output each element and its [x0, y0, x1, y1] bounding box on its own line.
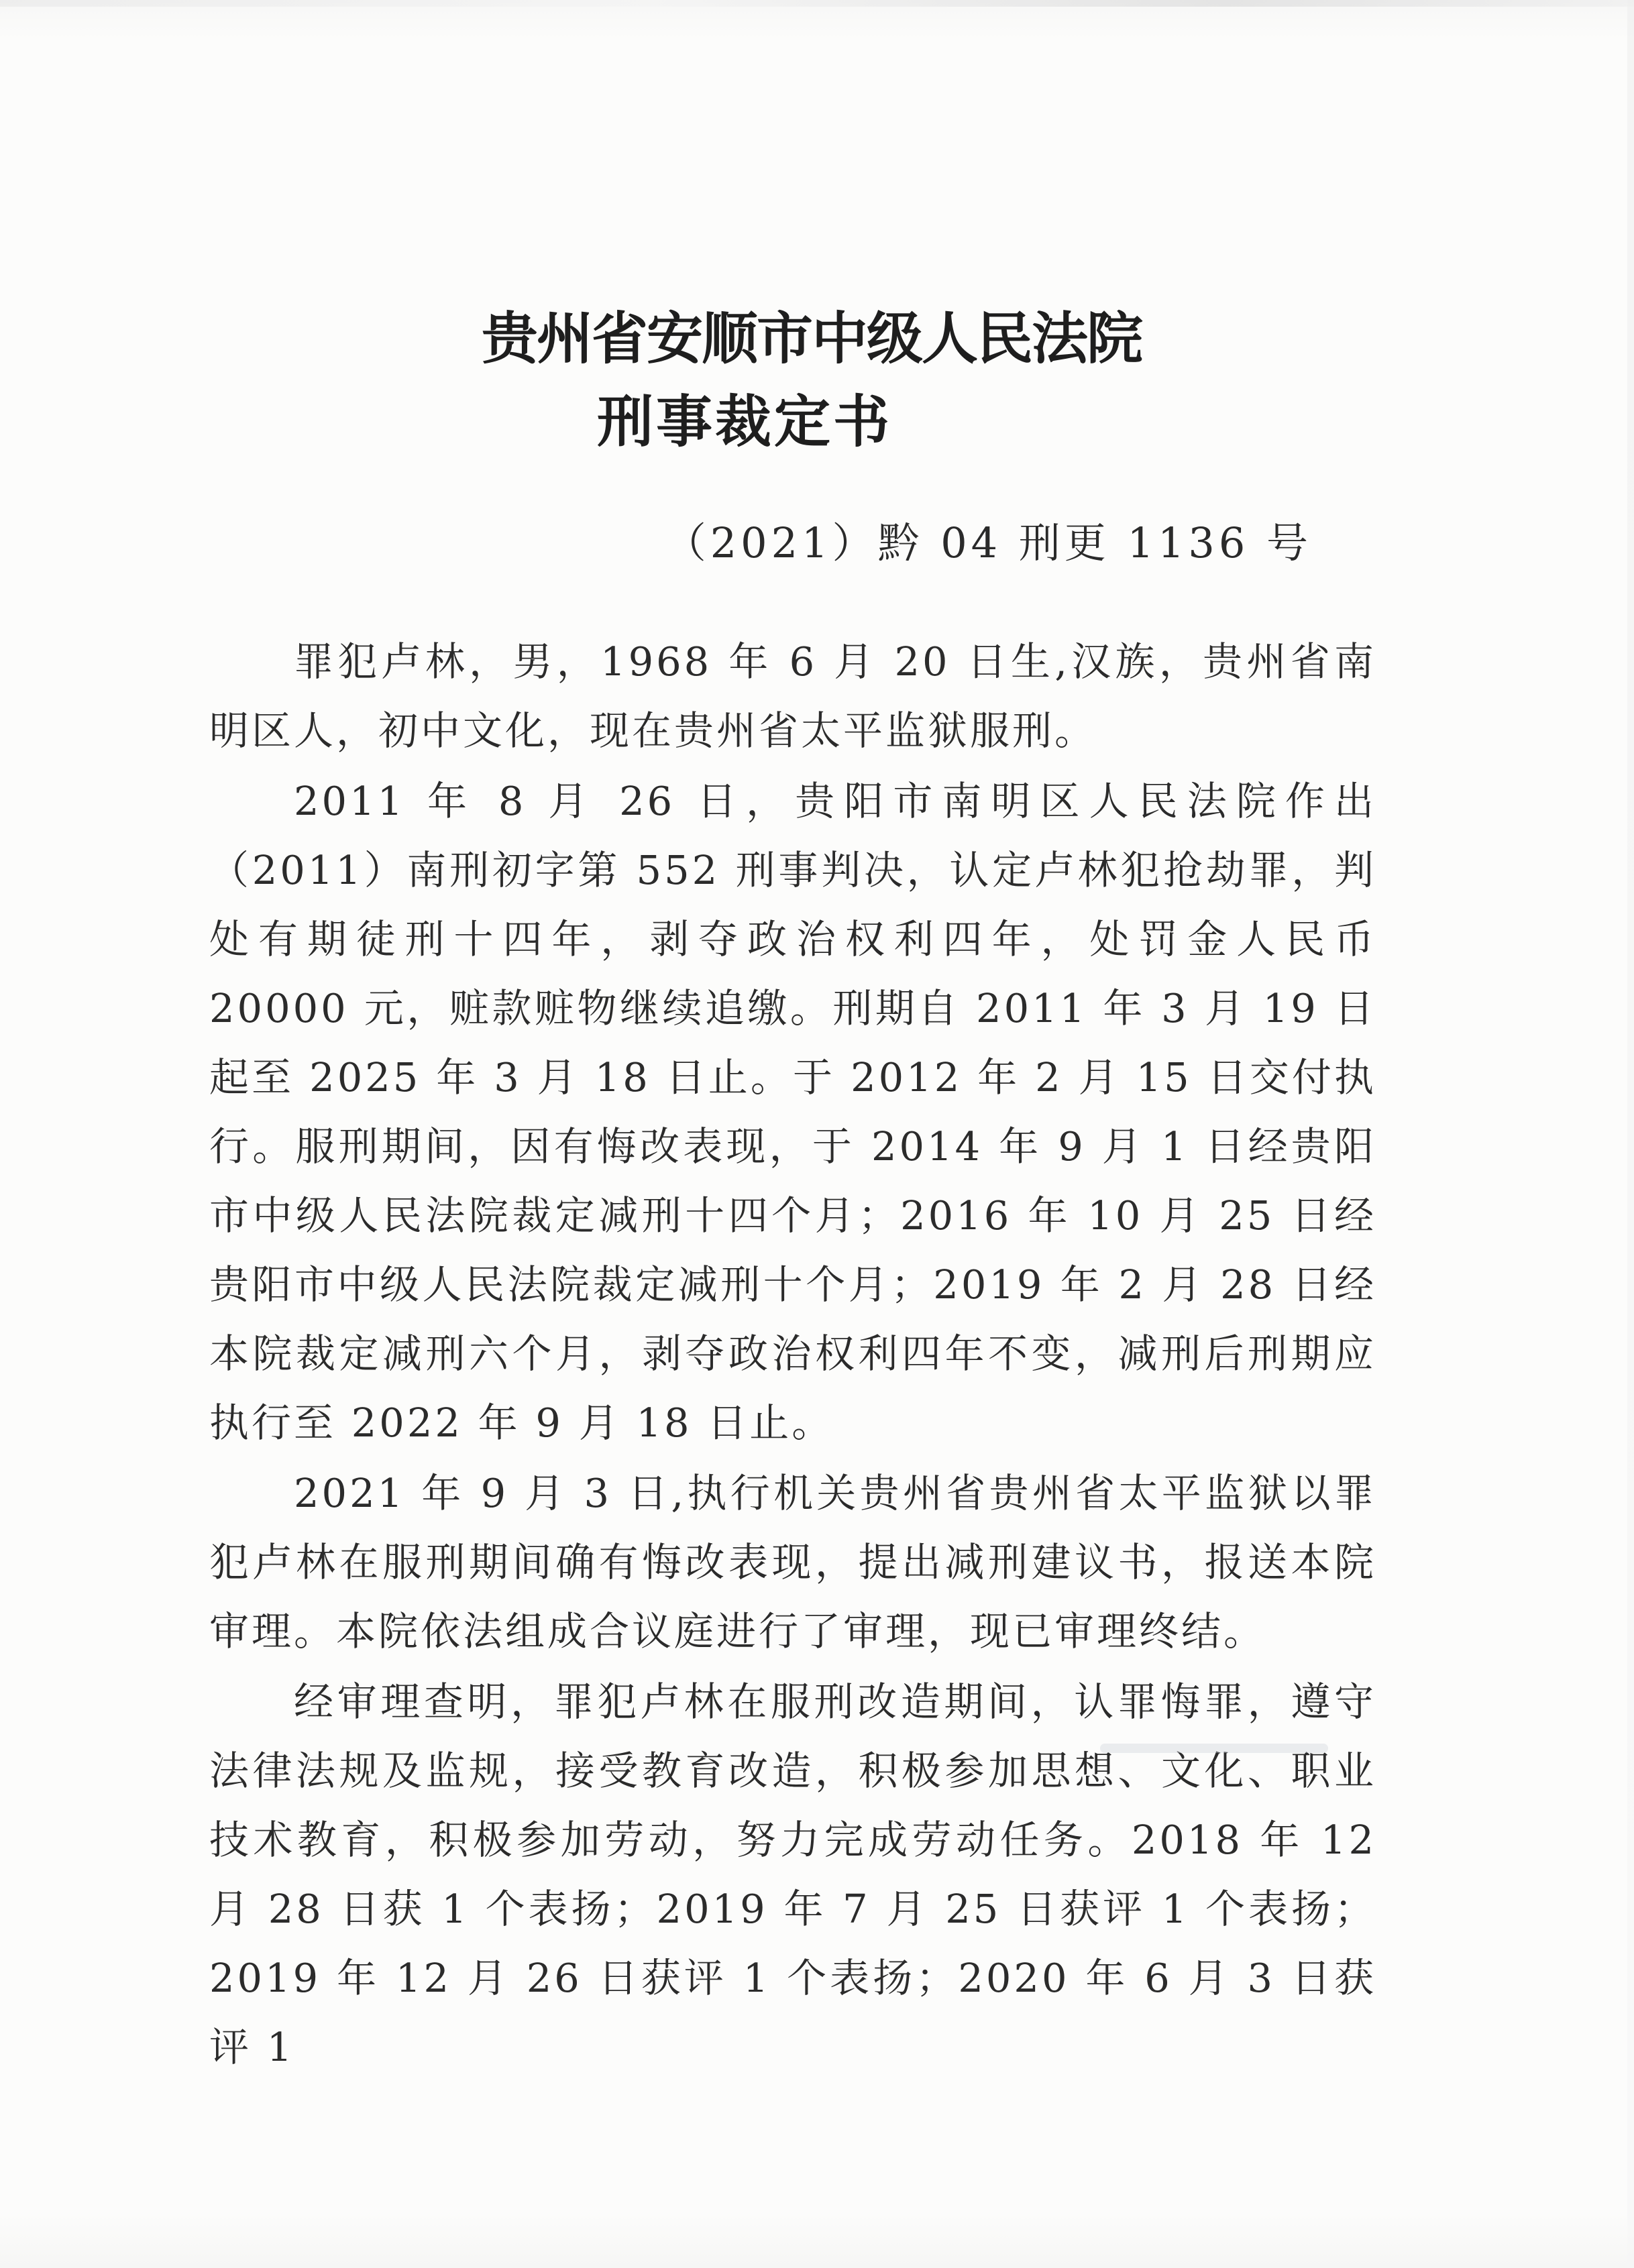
document-body [209, 627, 1376, 2083]
document-type-title: 刑事裁定书 [596, 388, 892, 455]
paragraph-sentence-history: 2011 年 8 月 26 日，贵阳市南明区人民法院作出（2011）南刑初字第 552 刑事判决，认定卢林犯抢劫罪，判处有期徒刑十四年，剥夺政治权利四年，处罚金人民币 20000 元，赃款赃物继续追缴。刑期自 2011 年 3 月 19 日起至 2025 年 3 月 18 日止。于 2012 年 2 月 15 日交付执行。服刑期间，因有悔改表现，于 2014 年 9 月 1 日经贵阳市中级人民法院裁定减刑十四个月；2016 年 10 月 25 日经贵阳市中级人民法院裁定减刑十个月；2019 年 2 月 28 日经本院裁定减刑六个月，剥夺政治权利四年不变，减刑后刑期应执行至 2022 年 9 月 18 日止。 [209, 778, 1376, 1446]
scan-smudge [1100, 1744, 1328, 1753]
scan-top-edge [0, 0, 1634, 7]
paragraph-findings: 经审理查明，罪犯卢林在服刑改造期间，认罪悔罪，遵守法律法规及监规，接受教育改造，积极参加思想、文化、职业技术教育，积极参加劳动，努力完成劳动任务。2018 年 12 月 28 日获 1 个表扬；2019 年 7 月 25 日获评 1 个表扬；2019 年 12 月 26 日获评 1 个表扬；2020 年 6 月 3 日获评 1 [209, 1679, 1376, 2070]
paragraph-defendant-info: 罪犯卢林，男，1968 年 6 月 20 日生,汉族，贵州省南明区人，初中文化，现在贵州省太平监狱服刑。 [209, 638, 1376, 754]
case-number: （2021）黔 04 刑更 1136 号 [664, 518, 1312, 567]
paragraph-commutation-proposal: 2021 年 9 月 3 日,执行机关贵州省贵州省太平监狱以罪犯卢林在服刑期间确有悔改表现，提出减刑建议书，报送本院审理。本院依法组成合议庭进行了审理，现已审理终结。 [209, 1470, 1376, 1654]
court-name-title: 贵州省安顺市中级人民法院 [481, 305, 1142, 372]
